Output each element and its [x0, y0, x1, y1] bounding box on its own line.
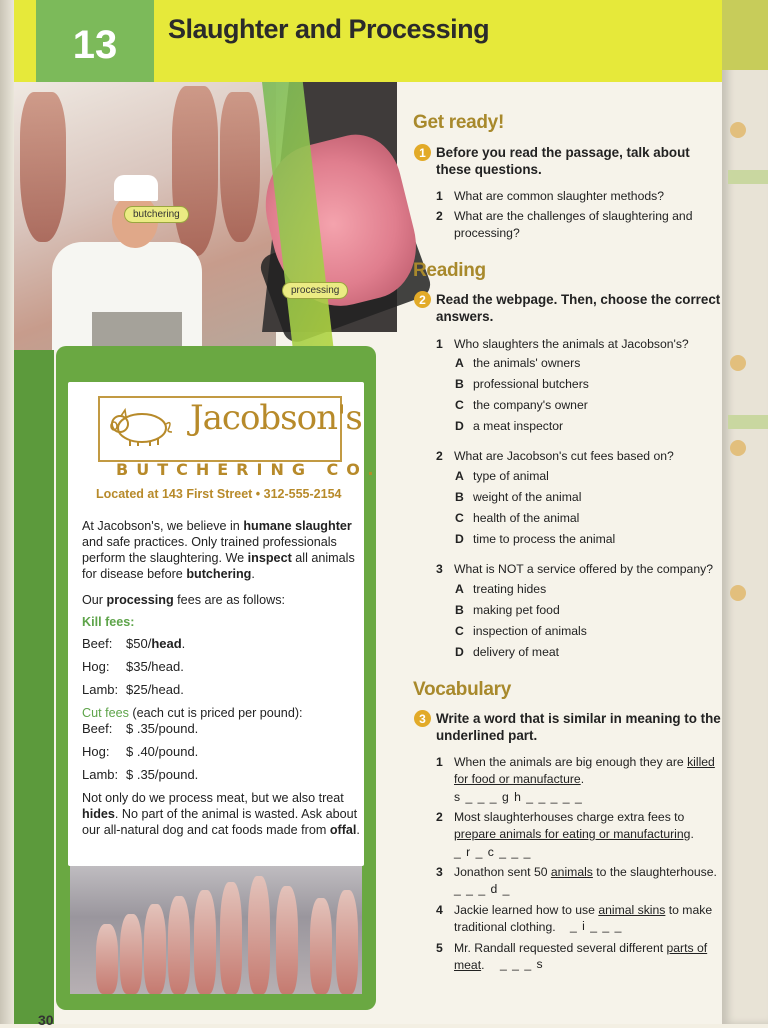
ad-paragraph-1: At Jacobson's, we believe in humane slaughter and safe practices. Only trained professionals perform the slaughtering. We inspect all animals for disease before butchering. — [82, 519, 355, 581]
vocabulary-answer-blank[interactable]: _ r _ c _ _ _ — [454, 845, 532, 859]
answer-option[interactable]: B professional butchers — [455, 377, 589, 391]
vocabulary-answer-blank[interactable]: s _ _ _ g h _ _ _ _ _ — [454, 790, 583, 804]
answer-option[interactable]: A treating hides — [455, 582, 547, 596]
next-page-tab — [728, 415, 768, 429]
kill-fees-label: Kill fees: — [82, 615, 135, 629]
slaughterhouse-photo — [70, 866, 362, 994]
chapter-number: 13 — [36, 0, 154, 90]
answer-option[interactable]: D delivery of meat — [455, 645, 560, 659]
reading-question: 3 What is NOT a service offered by the company? — [436, 562, 713, 576]
vocabulary-item: 1 When the animals are big enough they are killed for food or manufacture. — [436, 755, 715, 786]
reading-question: 1 Who slaughters the animals at Jacobson's? — [436, 337, 689, 351]
cut-fee-lamb: Lamb: $ .35/pound. — [82, 767, 199, 782]
vocabulary-heading: Vocabulary — [413, 679, 512, 700]
answer-option[interactable]: C health of the animal — [455, 511, 580, 525]
company-address: Located at 143 First Street • 312-555-2154 — [96, 487, 342, 501]
pig-icon — [106, 404, 176, 448]
kill-fee-hog: Hog: $35/head. — [82, 659, 184, 674]
answer-option[interactable]: D time to process the animal — [455, 532, 616, 546]
hanging-carcass — [20, 92, 66, 242]
ad-paragraph-3: Not only do we process meat, but we also treat hides. No part of the animal is wasted. Ask about our all-natural dog and cat foods made from offal. — [82, 791, 360, 837]
next-page-edge — [722, 0, 768, 1024]
page-number: 30 — [38, 1012, 54, 1028]
answer-option[interactable]: D a meat inspector — [455, 419, 564, 433]
reading-instruction: Read the webpage. Then, choose the correct answers. — [436, 292, 721, 324]
vocabulary-answer-blank[interactable]: _ _ _ s — [500, 957, 544, 971]
hanging-carcass — [220, 92, 260, 242]
butchering-label: butchering — [124, 206, 189, 223]
company-subtitle: BUTCHERING CO. — [116, 460, 382, 479]
vocabulary-item: 5 Mr. Randall requested several different parts of meat. — [436, 941, 708, 972]
next-page-marker — [730, 355, 746, 371]
left-green-panel — [14, 350, 54, 1024]
reading-heading: Reading — [413, 260, 486, 281]
get-ready-question: 1 What are common slaughter methods? — [436, 189, 664, 203]
answer-option[interactable]: A the animals' owners — [455, 356, 581, 370]
next-page-marker — [730, 122, 746, 138]
page-gutter — [0, 0, 14, 1024]
exercise-number-badge: 1 — [414, 144, 431, 161]
chapter-title: Slaughter and Processing — [168, 14, 490, 44]
hanging-carcass — [248, 876, 270, 994]
exercise-number-badge: 2 — [414, 291, 431, 308]
answer-option[interactable]: C the company's owner — [455, 398, 588, 412]
next-page-marker — [730, 440, 746, 456]
hanging-carcass — [220, 882, 242, 994]
hanging-carcass — [168, 896, 190, 994]
answer-option[interactable]: A type of animal — [455, 469, 549, 483]
cut-fees-heading: Cut fees (each cut is priced per pound): — [82, 706, 303, 720]
processing-label: processing — [282, 282, 348, 299]
hanging-carcass — [172, 86, 218, 256]
hanging-carcass — [120, 914, 142, 994]
answer-option[interactable]: B weight of the animal — [455, 490, 582, 504]
reading-question: 2 What are Jacobson's cut fees based on? — [436, 449, 674, 463]
cut-fee-hog: Hog: $ .40/pound. — [82, 744, 199, 759]
vocabulary-item: 3 Jonathon sent 50 animals to the slaughterhouse. — [436, 865, 717, 879]
vocabulary-item: 4 Jackie learned how to use animal skins to make traditional clothing. — [436, 903, 713, 934]
hanging-carcass — [194, 890, 216, 994]
hanging-carcass — [336, 890, 358, 994]
hanging-carcass — [96, 924, 118, 994]
hanging-carcass — [276, 886, 298, 994]
exercise-number-badge: 3 — [414, 710, 431, 727]
get-ready-instruction: Before you read the passage, talk about these questions. — [436, 145, 690, 177]
kill-fee-beef: Beef: $50/head. — [82, 636, 186, 651]
get-ready-question: 2 What are the challenges of slaughtering and processing? — [436, 209, 693, 240]
answer-option[interactable]: B making pet food — [455, 603, 560, 617]
hanging-carcass — [310, 898, 332, 994]
butcher-hat — [114, 175, 158, 201]
get-ready-heading: Get ready! — [413, 112, 504, 133]
ad-paragraph-2: Our processing fees are as follows: — [82, 593, 285, 607]
vocabulary-answer-blank[interactable]: _ i _ _ _ — [570, 919, 623, 933]
next-page-marker — [730, 585, 746, 601]
hanging-carcass — [144, 904, 166, 994]
next-page-tab — [728, 170, 768, 184]
kill-fee-lamb: Lamb: $25/head. — [82, 682, 184, 697]
vocabulary-instruction: Write a word that is similar in meaning to the underlined part. — [436, 711, 721, 743]
next-page-header — [722, 0, 768, 70]
vocabulary-item: 2 Most slaughterhouses charge extra fees to prepare animals for eating or manufacturing. — [436, 810, 694, 841]
vocabulary-answer-blank[interactable]: _ _ _ d _ — [454, 882, 511, 896]
cut-fee-beef: Beef: $ .35/pound. — [82, 721, 199, 736]
answer-option[interactable]: C inspection of animals — [455, 624, 587, 638]
company-name: Jacobson's — [190, 398, 362, 438]
butcher-apron — [92, 312, 182, 350]
